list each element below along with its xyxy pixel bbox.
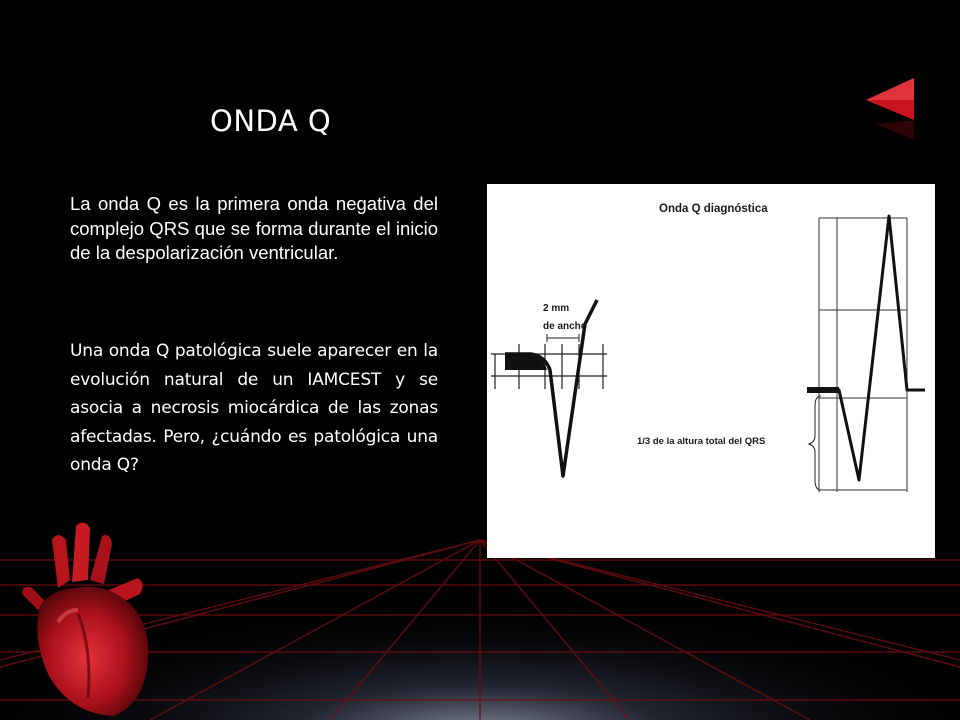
pathological-paragraph: Una onda Q patológica suele aparecer en la evolución natural de un IAMCEST y se asocia a necrosis miocárdica de las zonas afectadas. Pero, ¿cuándo es patológica una onda Q? <box>70 341 438 476</box>
back-arrow-icon[interactable] <box>862 74 918 146</box>
ecg-diagram <box>487 184 935 558</box>
ecg-figure <box>487 184 935 558</box>
width-label-line2: de ancho <box>543 321 587 332</box>
figure-heading: Onda Q diagnóstica <box>659 203 768 215</box>
definition-paragraph: La onda Q es la primera onda negativa del complejo QRS que se forma durante el inicio de la despolarización ventricular. <box>70 193 438 263</box>
height-label: 1/3 de la altura total del QRS <box>637 436 766 447</box>
width-label-line1: 2 mm <box>543 303 570 314</box>
slide-title: ONDA Q <box>210 104 332 138</box>
heart-icon <box>18 518 168 720</box>
